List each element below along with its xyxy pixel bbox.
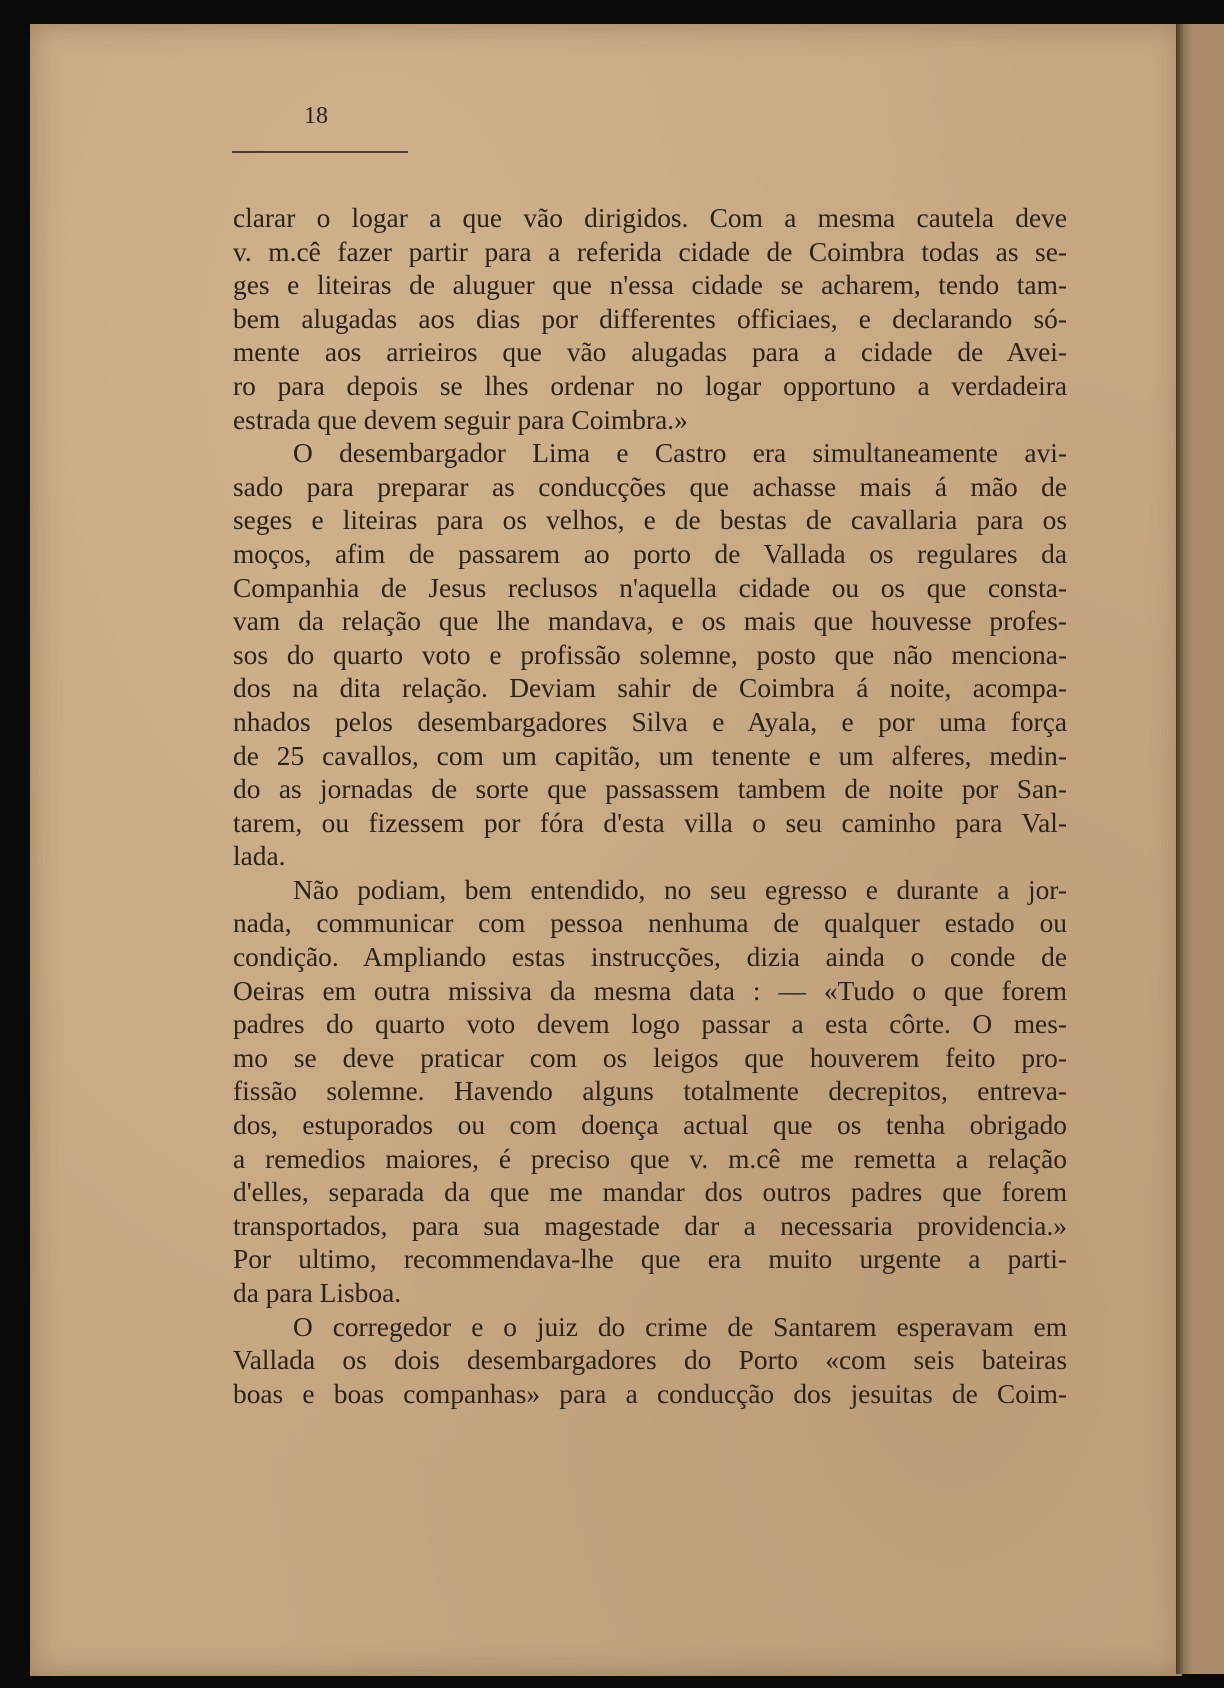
text-line: estrada que devem seguir para Coimbra.» [233,404,688,435]
text-line: sos do quarto voto e profissão solemne, posto que não menciona- [233,639,1067,670]
text-line: ges e liteiras de aluguer que n'essa cidade se acharem, tendo tam- [233,270,1067,301]
text-line: Oeiras em outra missiva da mesma data : — «Tudo o que forem [233,975,1067,1006]
text-line: transportados, para sua magestade dar a necessaria providencia.» [233,1210,1067,1241]
text-line: ro para depois se lhes ordenar no logar opportuno a verdadeira [233,370,1067,401]
text-line: mo se deve praticar com os leigos que houverem feito pro- [233,1042,1067,1073]
text-line: lada. [233,841,286,872]
text-line: do as jornadas de sorte que passassem tambem de noite por San- [233,774,1067,805]
text-line: vam da relação que lhe mandava, e os mais que houvesse profes- [233,606,1067,637]
text-line: padres do quarto voto devem logo passar a esta côrte. O mes- [233,1009,1067,1040]
text-line: moços, afim de passarem ao porto de Vallada os regulares da [233,538,1067,569]
header-rule [232,151,408,153]
text-line: nada, communicar com pessoa nenhuma de qualquer estado ou [233,908,1067,939]
text-line: tarem, ou fizessem por fóra d'esta villa o seu caminho para Val- [233,807,1067,838]
next-page-edge [1176,24,1224,1674]
text-line: O desembargador Lima e Castro era simultaneamente avi- [293,438,1067,469]
text-line: bem alugadas aos dias por differentes officiaes, e declarando só- [233,303,1067,334]
text-line: Por ultimo, recommendava-lhe que era muito urgente a parti- [233,1244,1067,1275]
text-line: boas e boas companhas» para a conducção dos jesuitas de Coim- [233,1378,1067,1409]
text-line: Não podiam, bem entendido, no seu egresso e durante a jor- [293,874,1067,905]
text-line: sado para preparar as conducções que achasse mais á mão de [233,471,1067,502]
body-text [233,202,1067,1411]
text-line: Vallada os dois desembargadores do Porto «com seis bateiras [233,1345,1067,1376]
text-line: v. m.cê fazer partir para a referida cidade de Coimbra todas as se- [233,236,1067,267]
text-line: fissão solemne. Havendo alguns totalmente decrepitos, entreva- [233,1076,1067,1107]
text-line: dos na dita relação. Deviam sahir de Coimbra á noite, acompa- [233,673,1067,704]
text-line: mente aos arrieiros que vão alugadas para a cidade de Avei- [233,337,1067,368]
text-line: seges e liteiras para os velhos, e de bestas de cavallaria para os [233,505,1067,536]
text-line: d'elles, separada da que me mandar dos outros padres que forem [233,1177,1067,1208]
text-line: O corregedor e o juiz do crime de Santarem esperavam em [293,1311,1067,1342]
text-line: de 25 cavallos, com um capitão, um tenente e um alferes, medin- [233,740,1067,771]
page-number: 18 [304,103,328,129]
text-line: condição. Ampliando estas instrucções, dizia ainda o conde de [233,942,1067,973]
text-line: Companhia de Jesus reclusos n'aquella cidade ou os que consta- [233,572,1067,603]
text-line: a remedios maiores, é preciso que v. m.cê me remetta a relação [233,1143,1067,1174]
text-line: clarar o logar a que vão dirigidos. Com a mesma cautela deve [233,203,1067,233]
text-line: da para Lisboa. [233,1278,402,1308]
text-line: dos, estuporados ou com doença actual que os tenha obrigado [233,1110,1067,1141]
text-line: nhados pelos desembargadores Silva e Ayala, e por uma força [233,706,1067,737]
